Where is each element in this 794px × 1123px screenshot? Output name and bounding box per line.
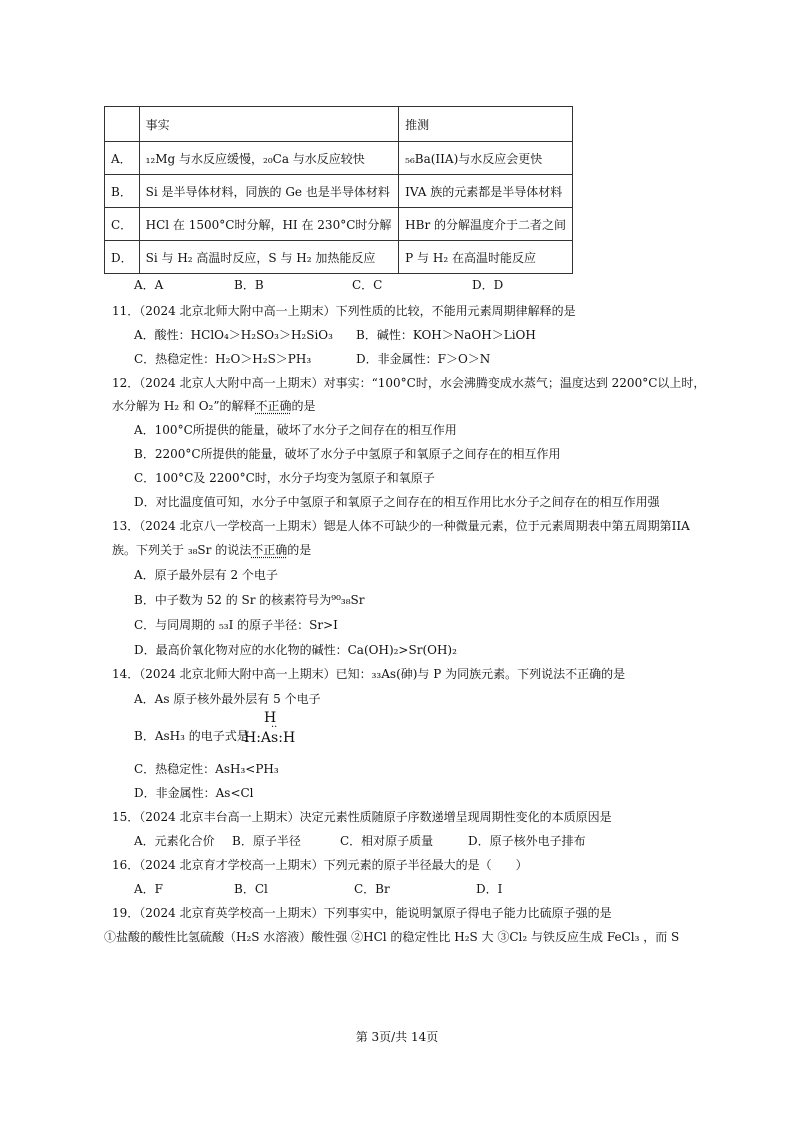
row-label: B． <box>105 175 140 208</box>
lewis-dots: ·· <box>271 722 278 733</box>
q13-option-c: C．与同周期的 ₅₃I 的原子半径：Sr>I <box>134 618 338 632</box>
lewis-main: H:As:H <box>244 730 296 746</box>
q13-stem-cont <box>112 541 311 558</box>
q12-emphasis: 不正确 <box>255 399 292 413</box>
facts-table <box>104 106 573 274</box>
table-header-cell <box>105 107 140 142</box>
q14-option-d: D．非金属性：As<Cl <box>134 786 254 800</box>
q12-option-d: D．对比温度值可知，水分子中氢原子和氧原子之间存在的相互作用比水分子之间存在的相互作用强 <box>134 495 660 509</box>
q13-option-b: B．中子数为 52 的 Sr 的核素符号为⁹⁰₃₈Sr <box>134 593 365 607</box>
q12-option-c: C．100°C及 2200°C时，水分子均变为氢原子和氧原子 <box>134 471 435 485</box>
q11-option-c: C．热稳定性：H₂O＞H₂S＞PH₃ <box>134 352 312 366</box>
q14-stem: 14．（2024 北京北师大附中高一上期末）已知：₃₃As(砷)与 P 为同族元素。下列说法不正确的是 <box>112 667 626 681</box>
q15-stem: 15．（2024 北京丰台高一上期末）决定元素性质随原子序数递增呈现周期性变化的本质原因是 <box>112 810 612 824</box>
q15-option-a: A．元素化合价 <box>134 834 215 848</box>
row-fact: Si 与 H₂ 高温时反应，S 与 H₂ 加热能反应 <box>139 241 399 274</box>
row-guess: IVA 族的元素都是半导体材料 <box>399 175 573 208</box>
q11-option-b: B．碱性：KOH＞NaOH＞LiOH <box>356 328 536 342</box>
q16-stem: 16．（2024 北京育才学校高一上期末）下列元素的原子半径最大的是（ ） <box>112 858 528 872</box>
q19-line2: ①盐酸的酸性比氢硫酸（H₂S 水溶液）酸性强 ②HCl 的稳定性比 H₂S 大 ③Cl₂ 与铁反应生成 FeCl₃ ，而 S <box>104 930 680 944</box>
row-fact: ₁₂Mg 与水反应缓慢，₂₀Ca 与水反应较快 <box>139 142 399 175</box>
q11-stem: 11．（2024 北京北师大附中高一上期末）下列性质的比较，不能用元素周期律解释的是 <box>112 304 576 318</box>
q12-option-b: B．2200°C所提供的能量，破坏了水分子中氢原子和氧原子之间存在的相互作用 <box>134 447 561 461</box>
q12-stem-end: 的是 <box>291 399 316 413</box>
q13-stem-end: 的是 <box>287 543 312 557</box>
q16-options <box>134 880 502 897</box>
lewis-structure <box>244 712 304 752</box>
q16-option-c: C．Br <box>354 882 390 896</box>
q12-option-a: A．100°C所提供的能量，破坏了水分子之间存在的相互作用 <box>134 423 457 437</box>
q11-option-d: D．非金属性：F＞O＞N <box>356 352 491 366</box>
table-header-guess: 推测 <box>399 107 573 142</box>
row-label: D． <box>105 241 140 274</box>
q13-stem-part: 族。下列关于 ₃₈Sr 的说法 <box>112 543 252 557</box>
row-guess: HBr 的分解温度介于二者之间 <box>399 208 573 241</box>
q13-stem: 13．（2024 北京八一学校高一上期末）锶是人体不可缺少的一种微量元素，位于元素周期表中第五周期第IIA <box>112 519 690 533</box>
q12-stem: 12．（2024 北京人大附中高一上期末）对事实：“100°C时，水会沸腾变成水蒸气；温度达到 2200°C以上时， <box>112 376 706 390</box>
table-row <box>105 241 573 274</box>
table-row <box>105 142 573 175</box>
q15-option-d: D．原子核外电子排布 <box>468 834 586 848</box>
q15-option-b: B．原子半径 <box>232 834 301 848</box>
q10-option-c: C．C <box>352 278 383 292</box>
table-header-fact: 事实 <box>139 107 399 142</box>
row-fact: HCl 在 1500°C时分解，HI 在 230°C时分解 <box>139 208 399 241</box>
q13-option-a: A．原子最外层有 2 个电子 <box>134 568 278 582</box>
table-row <box>105 175 573 208</box>
row-label: C． <box>105 208 140 241</box>
q14-option-c: C．热稳定性：AsH₃<PH₃ <box>134 762 279 776</box>
row-label: A． <box>105 142 140 175</box>
q10-option-d: D．D <box>472 278 504 292</box>
q16-option-d: D．I <box>476 882 503 896</box>
q13-option-d: D．最高价氧化物对应的水化物的碱性：Ca(OH)₂>Sr(OH)₂ <box>134 643 457 657</box>
q10-options <box>134 276 503 293</box>
q11-option-a: A．酸性：HClO₄＞H₂SO₃＞H₂SiO₃ <box>134 328 333 342</box>
q10-option-a: A．A <box>134 278 164 292</box>
q12-stem-cont <box>112 397 316 414</box>
row-fact: Si 是半导体材料，同族的 Ge 也是半导体材料 <box>139 175 399 208</box>
q16-option-a: A．F <box>134 882 163 896</box>
q12-stem-part: 水分解为 H₂ 和 O₂”的解释 <box>112 399 256 413</box>
q10-option-b: B．B <box>234 278 264 292</box>
q15-option-c: C．相对原子质量 <box>340 834 434 848</box>
page-footer: 第 3页/共 14页 <box>355 1030 439 1044</box>
q15-options <box>134 832 586 849</box>
table-header-row <box>105 107 573 142</box>
q13-emphasis: 不正确 <box>251 543 288 557</box>
q19-stem: 19．（2024 北京育英学校高一上期末）下列事实中，能说明氯原子得电子能力比硫原子强的是 <box>112 906 612 920</box>
q16-option-b: B．Cl <box>234 882 268 896</box>
row-guess: ₅₆Ba(IIA)与水反应会更快 <box>399 142 573 175</box>
q14-option-a: A．As 原子核外最外层有 5 个电子 <box>134 692 321 706</box>
q14-option-b: B．AsH₃ 的电子式是 <box>134 729 249 743</box>
lewis-top-h: H <box>264 710 277 726</box>
table-row <box>105 208 573 241</box>
row-guess: P 与 H₂ 在高温时能反应 <box>399 241 573 274</box>
